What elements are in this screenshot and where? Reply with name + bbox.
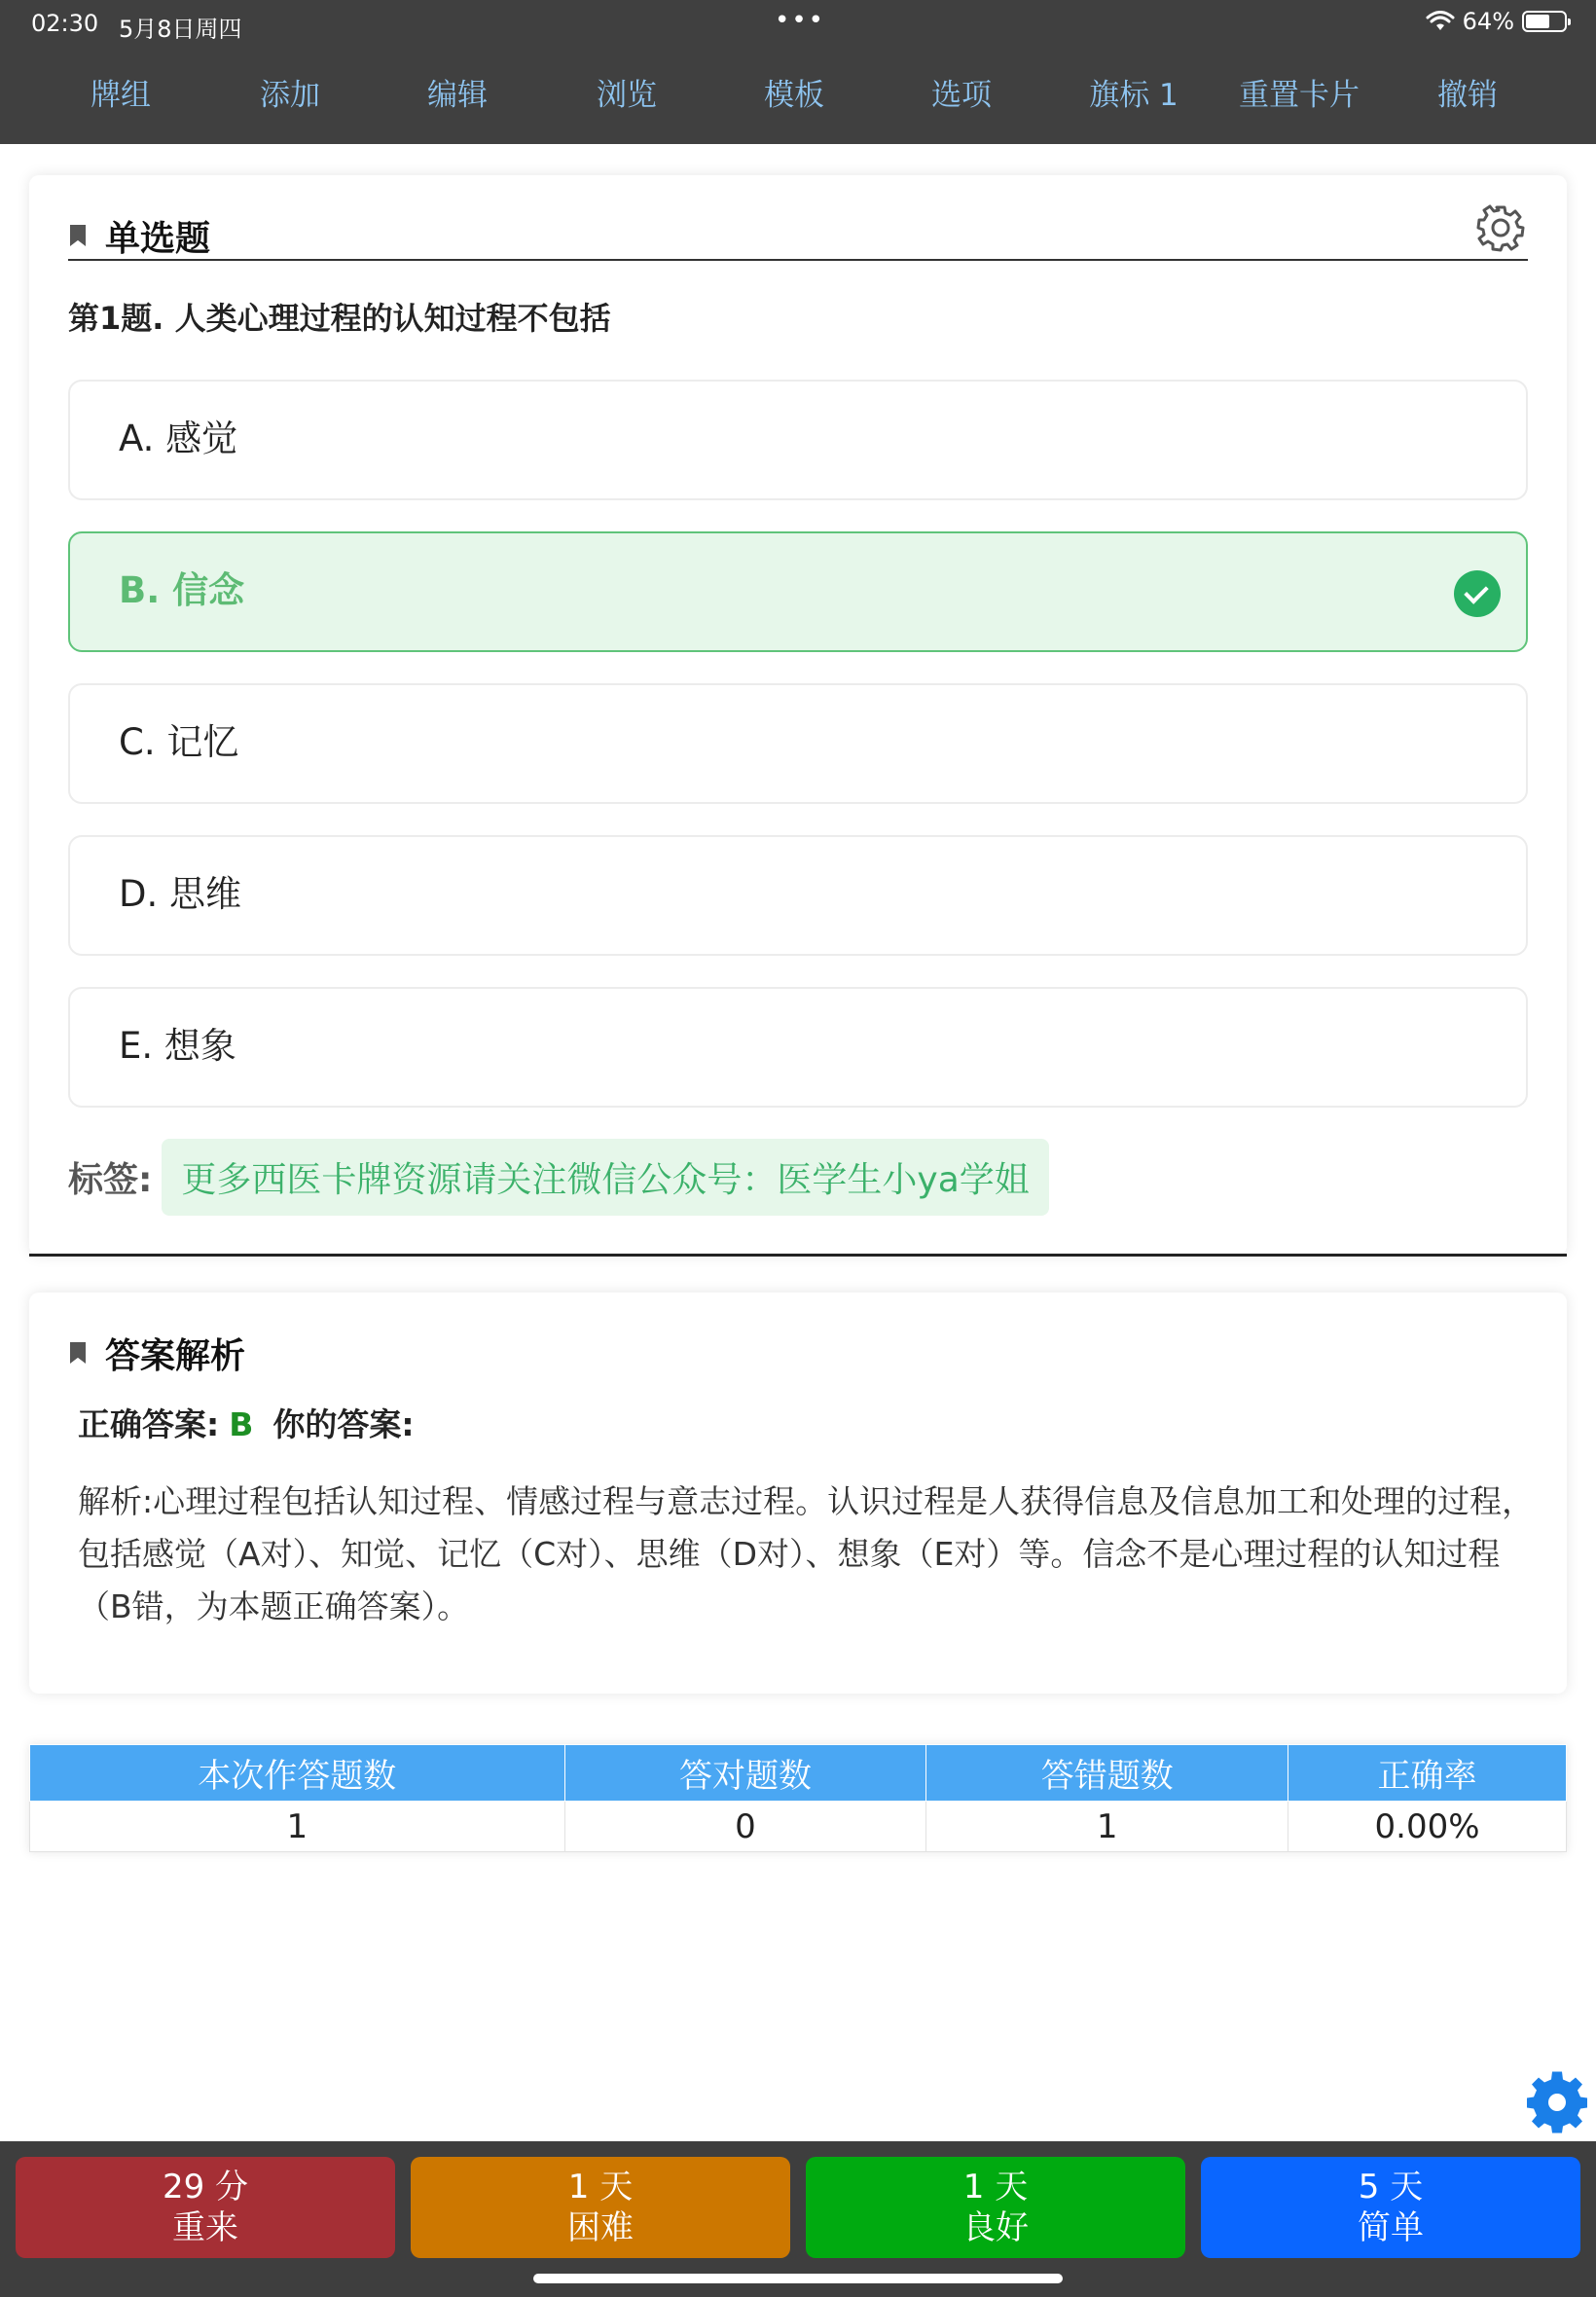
- option-label: D. 思维: [119, 873, 242, 915]
- stats-header-row: [30, 1745, 1567, 1802]
- question-section-title: 单选题: [105, 218, 211, 259]
- menu-template[interactable]: 模板: [764, 78, 824, 113]
- menu-browse[interactable]: 浏览: [597, 78, 657, 113]
- stats-header: 答错题数: [926, 1745, 1288, 1802]
- floating-settings-icon[interactable]: [1526, 2071, 1588, 2133]
- ease-interval: 1 天: [962, 2168, 1029, 2206]
- question-section-header: [70, 206, 210, 265]
- question-text: 第1题. 人类心理过程的认知过程不包括: [68, 300, 611, 337]
- tags-label: 标签:: [68, 1160, 153, 1200]
- option-b[interactable]: [68, 531, 1528, 652]
- correct-answer-value: B: [229, 1405, 254, 1443]
- bookmark-icon: [70, 1342, 86, 1364]
- battery-percent: 64%: [1462, 8, 1514, 35]
- your-answer-label: 你的答案:: [272, 1405, 415, 1443]
- bookmark-icon: [70, 225, 86, 246]
- answer-summary: [78, 1400, 415, 1445]
- menu-add[interactable]: 添加: [260, 78, 320, 113]
- hard-button[interactable]: [411, 2157, 790, 2258]
- correct-answer-label: 正确答案:: [78, 1405, 220, 1443]
- menu-options[interactable]: 选项: [931, 78, 992, 113]
- option-label: A. 感觉: [119, 418, 238, 459]
- tag-badge: 更多西医卡牌资源请关注微信公众号：医学生小ya学姐: [162, 1139, 1048, 1216]
- ease-label: 困难: [567, 2208, 634, 2247]
- analysis-text: 解析:心理过程包括认知过程、情感过程与意志过程。认识过程是人获得信息及信息加工和处理的过程，包括感觉（A对）、知觉、记忆（C对）、思维（D对）、想象（E对）等。信念不是心理过程的认知过程（B错，为本题正确答案）。: [78, 1482, 1535, 1625]
- ease-label: 简单: [1358, 2208, 1424, 2247]
- good-button[interactable]: [806, 2157, 1185, 2258]
- ease-interval: 5 天: [1358, 2168, 1424, 2206]
- stats-header: 本次作答题数: [30, 1745, 565, 1802]
- option-label: E. 想象: [119, 1025, 236, 1067]
- option-e[interactable]: [68, 987, 1528, 1108]
- wifi-icon: [1426, 11, 1455, 32]
- top-bar: [0, 0, 1596, 144]
- menu-edit[interactable]: 编辑: [427, 78, 488, 113]
- ease-interval: 29 分: [162, 2168, 249, 2206]
- question-card: [29, 175, 1567, 1256]
- menu-bar: [0, 68, 1596, 123]
- status-date: 5月8日周四: [119, 16, 242, 43]
- option-label: C. 记忆: [119, 721, 239, 763]
- option-c[interactable]: [68, 683, 1528, 804]
- option-a[interactable]: [68, 380, 1528, 500]
- title-divider: [68, 259, 1528, 261]
- stats-cell: 1: [926, 1802, 1288, 1852]
- home-indicator[interactable]: [533, 2274, 1063, 2283]
- answer-section-title: 答案解析: [105, 1335, 246, 1376]
- stats-cell: 0: [564, 1802, 926, 1852]
- battery-icon: [1522, 11, 1567, 32]
- stats-header: 正确率: [1288, 1745, 1567, 1802]
- card-divider: [29, 1254, 1567, 1257]
- answer-section-header: [70, 1324, 245, 1382]
- multitask-dots-icon[interactable]: •••: [775, 6, 826, 35]
- menu-flag[interactable]: 旗标 1: [1089, 78, 1179, 113]
- option-label: B. 信念: [119, 569, 245, 611]
- menu-reset-card[interactable]: 重置卡片: [1239, 78, 1360, 113]
- stats-header: 答对题数: [564, 1745, 926, 1802]
- tags-row: [68, 1139, 1049, 1216]
- menu-undo[interactable]: 撤销: [1437, 78, 1498, 113]
- ease-label: 良好: [962, 2208, 1029, 2247]
- answer-card: [29, 1293, 1567, 1694]
- stats-cell: 1: [30, 1802, 565, 1852]
- ease-interval: 1 天: [567, 2168, 634, 2206]
- status-time: 02:30: [31, 10, 99, 37]
- settings-gear-icon[interactable]: [1475, 202, 1526, 253]
- again-button[interactable]: [16, 2157, 395, 2258]
- status-right: [1426, 8, 1567, 35]
- menu-decks[interactable]: 牌组: [91, 78, 151, 113]
- ease-label: 重来: [172, 2208, 238, 2247]
- stats-table: [29, 1744, 1567, 1852]
- option-d[interactable]: [68, 835, 1528, 956]
- stats-cell: 0.00%: [1288, 1802, 1567, 1852]
- easy-button[interactable]: [1201, 2157, 1580, 2258]
- status-bar: [0, 0, 1596, 49]
- check-circle-icon: [1454, 570, 1501, 617]
- stats-value-row: [30, 1802, 1567, 1852]
